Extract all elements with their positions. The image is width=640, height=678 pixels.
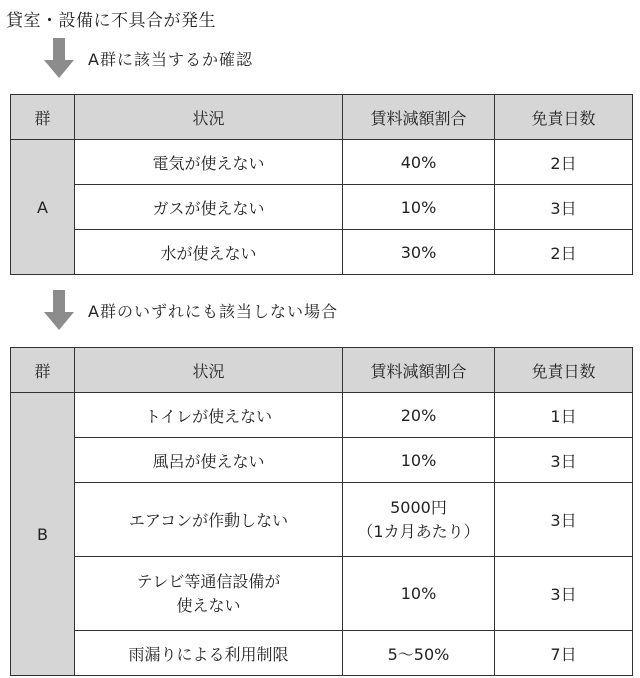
step-b-label: A群のいずれにも該当しない場合 [88, 301, 338, 321]
rate-cell: 40% [343, 140, 495, 185]
status-cell: トイレが使えない [75, 393, 343, 438]
down-arrow-icon [44, 38, 74, 78]
rate-cell [343, 483, 495, 557]
table-row [11, 438, 633, 483]
header-group: 群 [11, 95, 75, 140]
status-cell: 風呂が使えない [75, 438, 343, 483]
down-arrow-icon [44, 290, 74, 330]
header-rate: 賃料減額割合 [343, 348, 495, 393]
rate-cell: 10% [343, 557, 495, 631]
status-line-1: テレビ等通信設備が [136, 571, 281, 591]
status-cell [75, 557, 343, 631]
table-header-row [11, 95, 633, 140]
header-rate: 賃料減額割合 [343, 95, 495, 140]
table-row [11, 483, 633, 557]
table-row [11, 230, 633, 275]
rate-cell: 10% [343, 438, 495, 483]
days-cell: 3日 [495, 557, 633, 631]
table-row [11, 393, 633, 438]
days-cell: 3日 [495, 483, 633, 557]
header-group: 群 [11, 348, 75, 393]
rate-line-1: 5000円 [390, 497, 447, 517]
table-header-row [11, 348, 633, 393]
header-status: 状況 [75, 95, 343, 140]
rate-cell: 5～50% [343, 631, 495, 676]
status-cell: 水が使えない [75, 230, 343, 275]
table-row [11, 631, 633, 676]
step-a-label: A群に該当するか確認 [88, 49, 253, 69]
table-group-a [10, 94, 633, 275]
days-cell: 1日 [495, 393, 633, 438]
table-row [11, 140, 633, 185]
step-a [44, 38, 253, 78]
status-cell: ガスが使えない [75, 185, 343, 230]
group-b-cell: B [11, 393, 75, 676]
status-cell: エアコンが作動しない [75, 483, 343, 557]
rate-line-2: （1カ月あたり） [357, 521, 480, 541]
page-heading: 貸室・設備に不具合が発生 [6, 11, 216, 31]
header-status: 状況 [75, 348, 343, 393]
rate-cell: 10% [343, 185, 495, 230]
status-cell: 雨漏りによる利用制限 [75, 631, 343, 676]
table-row [11, 185, 633, 230]
status-cell: 電気が使えない [75, 140, 343, 185]
rate-cell: 20% [343, 393, 495, 438]
step-b [44, 290, 338, 330]
table-group-b [10, 347, 633, 676]
days-cell: 2日 [495, 230, 633, 275]
days-cell: 2日 [495, 140, 633, 185]
rate-cell: 30% [343, 230, 495, 275]
days-cell: 3日 [495, 438, 633, 483]
header-days: 免責日数 [495, 348, 633, 393]
group-a-cell: A [11, 140, 75, 275]
header-days: 免責日数 [495, 95, 633, 140]
days-cell: 7日 [495, 631, 633, 676]
days-cell: 3日 [495, 185, 633, 230]
status-line-2: 使えない [176, 595, 241, 615]
table-row [11, 557, 633, 631]
